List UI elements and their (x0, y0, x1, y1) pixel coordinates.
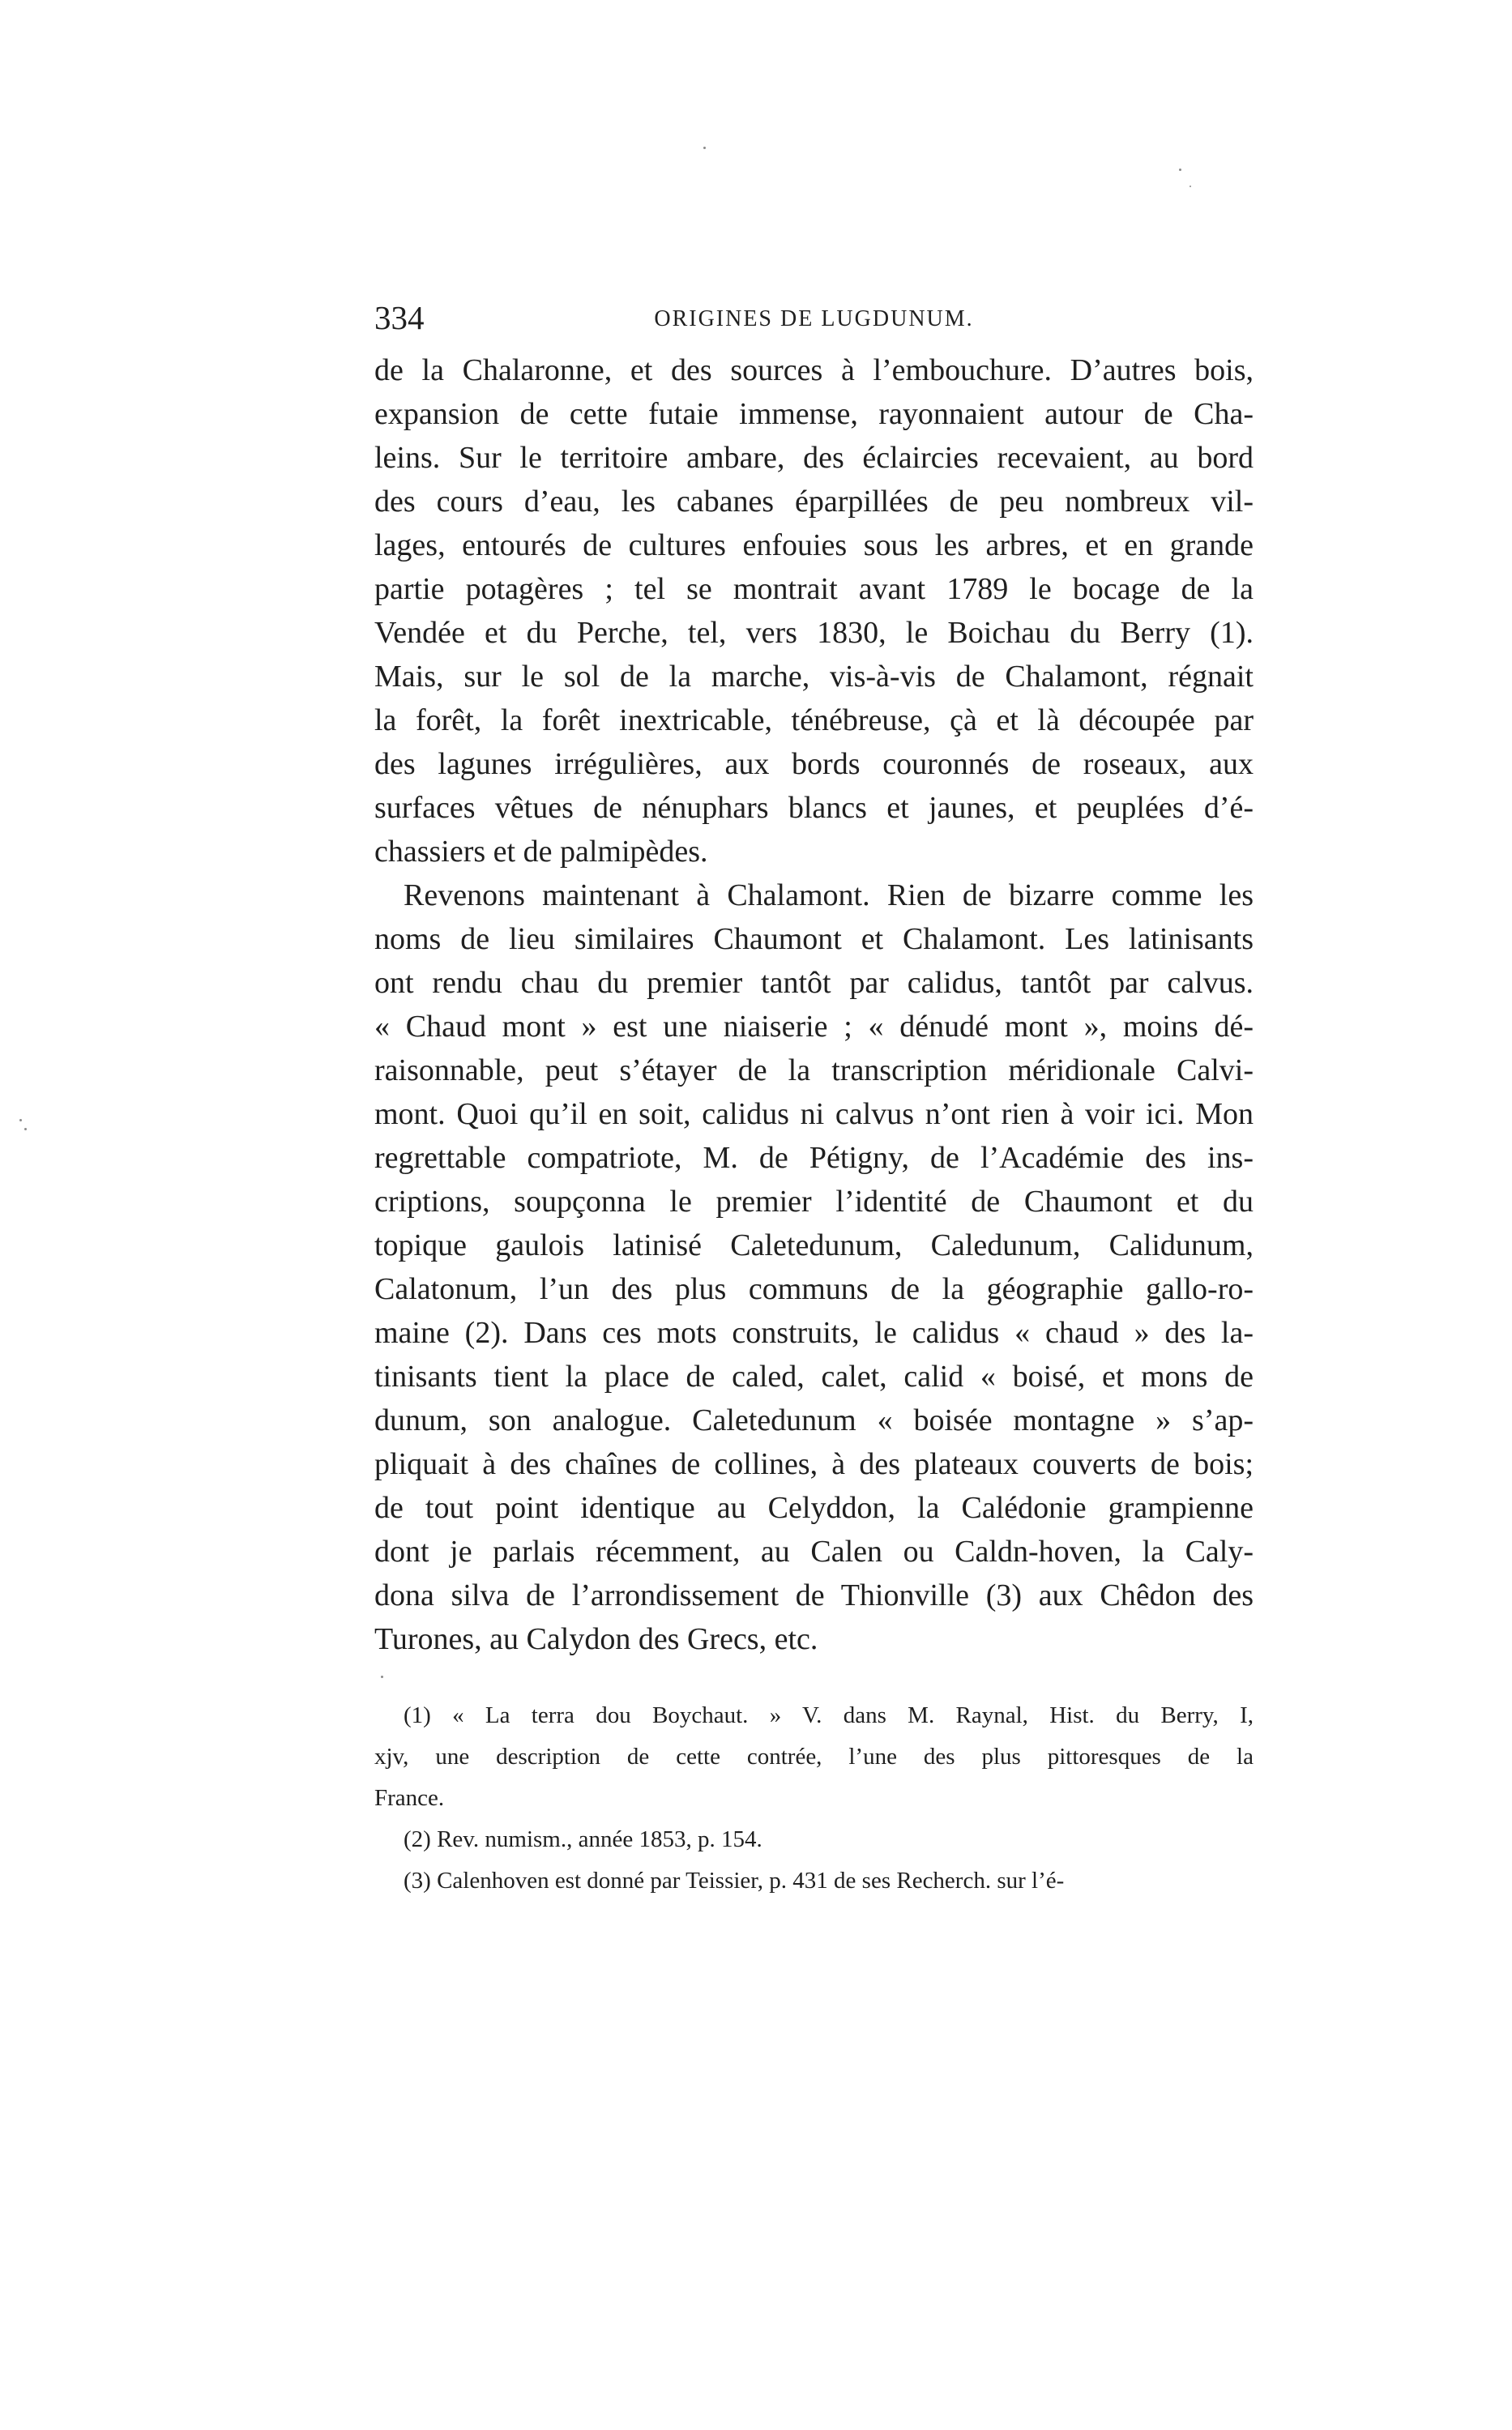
footnote-line: (3) Calenhoven est donné par Teissier, p. 431 de ses Recherch. sur l’é- (404, 1868, 1065, 1894)
body-line: topique gaulois latinisé Caletedunum, Caledunum, Calidunum, (374, 1228, 1254, 1262)
body-line: dona silva de l’arrondissement de Thionville (3) aux Chêdon des (374, 1578, 1254, 1612)
running-title: ORIGINES DE LUGDUNUM. (654, 306, 974, 331)
footnote-line: (2) Rev. numism., année 1853, p. 154. (404, 1826, 762, 1852)
body-line: surfaces vêtues de nénuphars blancs et jaunes, et peuplées d’é- (374, 791, 1254, 825)
paper-speck (1179, 169, 1181, 171)
paper-speck (703, 147, 706, 149)
body-line: « Chaud mont » est une niaiserie ; « dénudé mont », moins dé- (374, 1010, 1254, 1044)
body-line: dont je parlais récemment, au Calen ou Caldn-hoven, la Caly- (374, 1535, 1254, 1569)
footnote-line: xjv, une description de cette contrée, l’une des plus pittoresques de la (374, 1744, 1254, 1770)
body-line: Turones, au Calydon des Grecs, etc. (374, 1622, 818, 1656)
body-line: Calatonum, l’un des plus communs de la géographie gallo-ro- (374, 1272, 1254, 1306)
footnote-line: France. (374, 1785, 445, 1811)
paper-speck (24, 1128, 27, 1130)
body-line: pliquait à des chaînes de collines, à des plateaux couverts de bois; (374, 1447, 1254, 1481)
body-line: dunum, son analogue. Caletedunum « boisée montagne » s’ap- (374, 1403, 1254, 1437)
body-line: regrettable compatriote, M. de Pétigny, de l’Académie des ins- (374, 1141, 1254, 1175)
body-line: ont rendu chau du premier tantôt par calidus, tantôt par calvus. (374, 966, 1254, 1000)
body-line: mont. Quoi qu’il en soit, calidus ni calvus n’ont rien à voir ici. Mon (374, 1097, 1254, 1131)
body-text (374, 348, 1254, 1661)
body-line: Mais, sur le sol de la marche, vis-à-vis de Chalamont, régnait (374, 660, 1254, 694)
paper-speck (381, 1676, 383, 1678)
paper-speck (19, 1119, 22, 1121)
body-line: chassiers et de palmipèdes. (374, 835, 708, 869)
body-line: lages, entourés de cultures enfouies sous les arbres, et en grande (374, 528, 1254, 562)
paper-speck (1190, 186, 1191, 187)
body-line: leins. Sur le territoire ambare, des éclaircies recevaient, au bord (374, 441, 1254, 475)
body-line: raisonnable, peut s’étayer de la transcription méridionale Calvi- (374, 1053, 1254, 1087)
page-number: 334 (374, 299, 425, 336)
footnote-line: (1) « La terra dou Boychaut. » V. dans M. Raynal, Hist. du Berry, I, (404, 1702, 1254, 1728)
body-line: Revenons maintenant à Chalamont. Rien de bizarre comme les (404, 878, 1254, 912)
body-line: des cours d’eau, les cabanes éparpillées de peu nombreux vil- (374, 485, 1254, 519)
running-head (374, 297, 1254, 339)
body-line: criptions, soupçonna le premier l’identité de Chaumont et du (374, 1185, 1254, 1219)
body-line: tinisants tient la place de caled, calet, calid « boisé, et mons de (374, 1360, 1254, 1394)
body-line: noms de lieu similaires Chaumont et Chalamont. Les latinisants (374, 922, 1254, 956)
body-line: maine (2). Dans ces mots construits, le calidus « chaud » des la- (374, 1316, 1254, 1350)
body-line: partie potagères ; tel se montrait avant 1789 le bocage de la (374, 572, 1254, 606)
body-line: de tout point identique au Celyddon, la Calédonie grampienne (374, 1491, 1254, 1525)
body-line: la forêt, la forêt inextricable, ténébreuse, çà et là découpée par (374, 703, 1254, 737)
body-line: des lagunes irrégulières, aux bords couronnés de roseaux, aux (374, 747, 1254, 781)
body-line: expansion de cette futaie immense, rayonnaient autour de Cha- (374, 397, 1254, 431)
footnotes (374, 1695, 1254, 1902)
body-line: de la Chalaronne, et des sources à l’embouchure. D’autres bois, (374, 353, 1254, 387)
body-line: Vendée et du Perche, tel, vers 1830, le Boichau du Berry (1). (374, 616, 1254, 650)
